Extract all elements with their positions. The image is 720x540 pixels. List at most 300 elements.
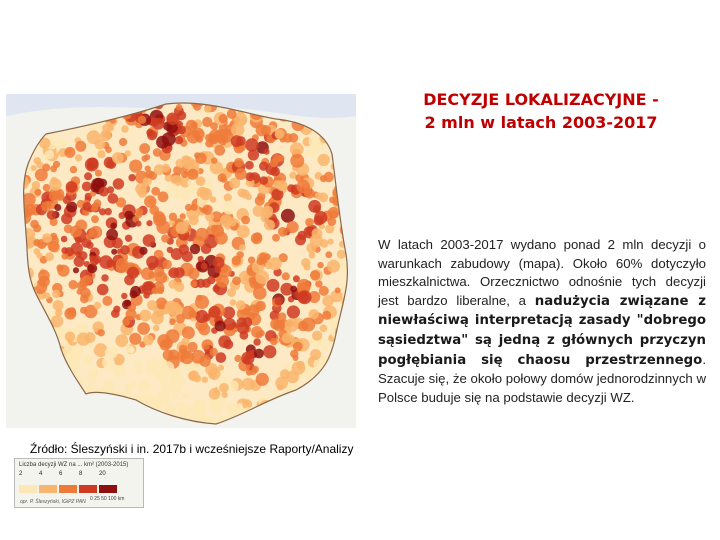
district-cell	[318, 154, 330, 166]
district-cell	[287, 184, 295, 192]
district-cell	[138, 386, 145, 393]
district-cell	[310, 234, 324, 248]
district-cell	[209, 129, 223, 143]
district-cell	[43, 292, 50, 299]
district-cell	[121, 125, 128, 132]
district-cell	[198, 323, 210, 335]
district-cell	[190, 280, 197, 287]
district-cell	[273, 180, 281, 188]
district-cell	[102, 131, 109, 138]
district-cell	[222, 201, 236, 215]
district-cell	[213, 257, 225, 269]
district-cell	[125, 235, 132, 242]
district-cell	[239, 244, 246, 251]
district-cell	[194, 152, 200, 158]
district-cell	[61, 247, 68, 254]
district-cell	[67, 308, 76, 317]
district-cell	[175, 136, 183, 144]
district-cell	[181, 306, 195, 320]
district-cell	[65, 332, 75, 342]
district-cell	[261, 125, 271, 135]
district-cell	[45, 150, 54, 159]
district-cell	[317, 262, 323, 268]
district-cell	[160, 379, 167, 386]
district-cell	[94, 302, 101, 309]
district-cell	[115, 334, 128, 347]
district-cell	[124, 211, 133, 220]
district-cell	[162, 260, 172, 270]
district-cell	[153, 148, 162, 157]
district-cell	[308, 200, 321, 213]
district-cell	[45, 252, 54, 261]
district-cell	[138, 116, 146, 124]
district-cell	[108, 193, 119, 204]
district-cell	[246, 194, 252, 200]
district-cell	[212, 225, 224, 237]
district-cell	[320, 325, 328, 333]
district-cell	[216, 352, 227, 363]
legend-swatch	[39, 485, 57, 493]
district-cell	[90, 256, 99, 265]
district-cell	[64, 147, 75, 158]
district-cell	[193, 363, 201, 371]
district-cell	[146, 256, 158, 268]
district-cell	[234, 158, 244, 168]
district-cell	[120, 245, 130, 255]
district-cell	[121, 293, 127, 299]
district-cell	[126, 309, 137, 320]
district-cell	[82, 354, 93, 365]
district-cell	[97, 150, 105, 158]
district-cell	[280, 369, 290, 379]
district-cell	[146, 220, 152, 226]
district-cell	[174, 267, 185, 278]
district-cell	[335, 287, 341, 293]
district-cell	[116, 258, 129, 271]
district-cell	[242, 378, 255, 391]
district-cell	[270, 159, 278, 167]
district-cell	[167, 302, 181, 316]
district-cell	[203, 344, 209, 350]
district-cell	[232, 276, 241, 285]
district-cell	[144, 154, 150, 160]
district-cell	[297, 231, 306, 240]
district-cell	[140, 310, 152, 322]
legend-value: 8	[79, 471, 83, 477]
district-cell	[202, 377, 208, 383]
district-cell	[218, 173, 227, 182]
district-cell	[71, 345, 83, 357]
district-cell	[240, 118, 246, 124]
district-cell	[84, 172, 92, 180]
district-cell	[256, 257, 264, 265]
district-cell	[201, 263, 208, 270]
district-cell	[210, 161, 223, 174]
district-cell	[198, 256, 204, 262]
district-cell	[144, 195, 156, 207]
district-cell	[107, 346, 117, 356]
district-cell	[182, 194, 189, 201]
district-cell	[256, 373, 269, 386]
district-cell	[324, 172, 334, 182]
district-cell	[253, 338, 260, 345]
district-cell	[82, 275, 92, 285]
district-cell	[293, 275, 300, 282]
district-cell	[322, 311, 331, 320]
district-cell	[35, 189, 42, 196]
district-cell	[263, 149, 269, 155]
district-cell	[128, 174, 135, 181]
district-cell	[95, 170, 102, 177]
district-cell	[287, 221, 299, 233]
district-cell	[310, 270, 320, 280]
district-cell	[111, 249, 117, 255]
district-cell	[57, 194, 64, 201]
district-cell	[209, 306, 221, 318]
legend-value: 2	[19, 471, 23, 477]
district-cell	[202, 205, 212, 215]
source-caption: Źródło: Śleszyński i in. 2017b i wcześniejsze Raporty/Analizy	[30, 442, 354, 456]
legend-value: 6	[59, 471, 63, 477]
district-cell	[189, 215, 199, 225]
district-cell	[55, 309, 62, 316]
district-cell	[36, 253, 42, 259]
district-cell	[270, 338, 278, 346]
district-cell	[127, 267, 139, 279]
district-cell	[146, 129, 153, 136]
district-cell	[287, 305, 300, 318]
district-cell	[263, 345, 276, 358]
district-cell	[305, 218, 314, 227]
district-cell	[289, 133, 299, 143]
district-cell	[230, 299, 237, 306]
district-cell	[191, 122, 198, 129]
district-cell	[153, 325, 160, 332]
district-cell	[167, 247, 173, 253]
district-cell	[82, 182, 92, 192]
district-cell	[304, 264, 311, 271]
district-cell	[58, 140, 66, 148]
district-cell	[241, 216, 250, 225]
district-cell	[252, 366, 259, 373]
paragraph-part-1: W latach 2003-2017 wydano ponad 2 mln decyzji o warunkach zabudowy (mapa). Około 60% dotyczyło mieszkalnictwa. Orzecznictwo odnośnie tych decyzji jest bardzo liberalne, a	[378, 237, 706, 308]
district-cell	[245, 138, 258, 151]
district-cell	[176, 104, 182, 110]
district-cell	[139, 247, 147, 255]
district-cell	[282, 272, 290, 280]
district-cell	[106, 229, 118, 241]
district-cell	[35, 169, 48, 182]
district-cell	[38, 270, 50, 282]
district-cell	[278, 227, 288, 237]
district-cell	[138, 189, 147, 198]
map-credit: opr. P. Śleszyński, IGiPZ PAN	[20, 499, 86, 505]
district-cell	[54, 204, 61, 211]
district-cell	[145, 170, 153, 178]
district-cell	[170, 371, 183, 384]
district-cell	[259, 176, 268, 185]
district-cell	[95, 139, 106, 150]
district-cell	[105, 208, 112, 215]
district-cell	[90, 226, 103, 239]
district-cell	[210, 122, 218, 130]
legend-swatch	[59, 485, 77, 493]
district-cell	[265, 262, 273, 270]
district-cell	[195, 295, 209, 309]
district-cell	[113, 306, 120, 313]
district-cell	[31, 165, 37, 171]
district-cell	[162, 164, 170, 172]
district-cell	[161, 234, 169, 242]
district-cell	[158, 191, 169, 202]
map-graphic	[6, 94, 356, 428]
district-cell	[312, 331, 322, 341]
district-cell	[153, 211, 165, 223]
district-cell	[195, 408, 205, 418]
district-cell	[264, 220, 275, 231]
district-cell	[215, 321, 226, 332]
district-cell	[251, 233, 263, 245]
district-cell	[130, 290, 138, 298]
district-cell	[245, 161, 254, 170]
district-cell	[183, 393, 189, 399]
district-cell	[83, 202, 92, 211]
slide-title	[376, 88, 706, 134]
district-cell	[153, 396, 165, 408]
district-cell	[180, 213, 186, 219]
district-cell	[61, 213, 72, 224]
district-cell	[176, 222, 189, 235]
district-cell	[278, 155, 285, 162]
district-cell	[182, 326, 195, 339]
title-line-1: DECYZJE LOKALIZACYJNE -	[423, 90, 659, 109]
district-cell	[172, 394, 178, 400]
district-cell	[264, 254, 271, 261]
district-cell	[135, 208, 143, 216]
district-cell	[110, 223, 117, 230]
district-cell	[70, 166, 77, 173]
district-cell	[42, 233, 52, 243]
district-cell	[61, 236, 68, 243]
district-cell	[102, 296, 112, 306]
district-cell	[204, 105, 212, 113]
district-cell	[222, 392, 228, 398]
district-cell	[301, 318, 315, 332]
district-cell	[168, 280, 177, 289]
district-cell	[328, 239, 334, 245]
district-cell	[147, 300, 157, 310]
district-cell	[80, 294, 89, 303]
district-cell	[75, 154, 82, 161]
district-cell	[179, 244, 189, 254]
district-cell	[315, 192, 322, 199]
district-cell	[310, 349, 321, 360]
legend-values	[19, 471, 119, 477]
legend-title: Liczba decyzji WZ na ... km² (2003-2015)	[19, 462, 129, 468]
district-cell	[89, 343, 95, 349]
district-cell	[98, 179, 107, 188]
district-cell	[137, 322, 150, 335]
district-cell	[93, 199, 101, 207]
district-cell	[254, 349, 264, 359]
district-cell	[211, 157, 217, 163]
legend-swatch	[79, 485, 97, 493]
district-cell	[154, 267, 164, 277]
district-cell	[285, 318, 299, 332]
district-cell	[219, 114, 228, 123]
district-cell	[119, 138, 127, 146]
district-cell	[135, 221, 141, 227]
district-cell	[99, 255, 113, 269]
district-cell	[49, 192, 58, 201]
district-cell	[246, 369, 252, 375]
district-cell	[176, 159, 185, 168]
district-cell	[190, 244, 200, 254]
district-cell	[281, 209, 295, 223]
district-cell	[223, 340, 233, 350]
district-cell	[218, 365, 224, 371]
district-cell	[327, 260, 340, 273]
district-cell	[253, 286, 267, 300]
district-cell	[129, 347, 135, 353]
district-cell	[256, 331, 263, 338]
district-cell	[113, 178, 124, 189]
district-cell	[232, 256, 241, 265]
district-cell	[75, 141, 86, 152]
district-cell	[169, 213, 177, 221]
district-cell	[290, 154, 304, 168]
district-cell	[293, 342, 303, 352]
district-cell	[124, 300, 131, 307]
district-cell	[231, 123, 245, 137]
district-cell	[99, 187, 109, 197]
district-cell	[129, 333, 141, 345]
district-cell	[33, 239, 40, 246]
district-cell	[256, 301, 266, 311]
district-cell	[179, 408, 189, 418]
district-cell	[290, 286, 297, 293]
legend-value: 4	[39, 471, 43, 477]
district-cell	[228, 380, 239, 391]
district-cell	[98, 329, 105, 336]
district-cell	[66, 181, 78, 193]
district-cell	[309, 136, 320, 147]
district-cell	[249, 277, 256, 284]
district-cell	[147, 358, 159, 370]
district-cell	[187, 169, 198, 180]
district-cell	[337, 250, 346, 259]
district-cell	[80, 307, 87, 314]
district-cell	[33, 224, 41, 232]
scale-bar: 0 25 50 100 km	[90, 496, 125, 502]
district-cell	[325, 251, 332, 258]
district-cell	[188, 371, 197, 380]
district-cell	[112, 152, 124, 164]
district-cell	[282, 333, 293, 344]
district-cell	[235, 168, 247, 180]
district-cell	[34, 157, 41, 164]
district-cell	[219, 383, 229, 393]
district-cell	[70, 225, 82, 237]
district-cell	[245, 172, 254, 181]
district-cell	[25, 204, 36, 215]
district-cell	[227, 288, 236, 297]
district-cell	[191, 350, 205, 364]
district-cell	[236, 300, 246, 310]
district-cell	[224, 194, 232, 202]
title-line-2: 2 mln w latach 2003-2017	[424, 113, 658, 132]
district-cell	[267, 279, 280, 292]
district-cell	[195, 310, 208, 323]
district-cell	[275, 297, 284, 306]
district-cell	[187, 130, 200, 143]
district-cell	[162, 338, 173, 349]
district-cell	[129, 160, 142, 173]
district-cell	[139, 143, 150, 154]
district-cell	[157, 287, 164, 294]
district-cell	[185, 204, 192, 211]
legend-value: 20	[99, 471, 106, 477]
district-cell	[143, 234, 156, 247]
district-cell	[304, 187, 311, 194]
district-cell	[101, 274, 108, 281]
district-cell	[49, 178, 62, 191]
district-cell	[199, 188, 212, 201]
legend-swatch	[99, 485, 117, 493]
district-cell	[319, 286, 329, 296]
district-cell	[91, 215, 99, 223]
district-cell	[270, 319, 281, 330]
district-cell	[169, 319, 176, 326]
district-cell	[166, 183, 178, 195]
district-cell	[166, 113, 179, 126]
district-cell	[314, 215, 324, 225]
district-cell	[48, 241, 59, 252]
district-cell	[32, 181, 40, 189]
district-cell	[181, 338, 189, 346]
district-cell	[188, 184, 198, 194]
district-cell	[73, 267, 79, 273]
district-cell	[77, 332, 90, 345]
district-cell	[231, 135, 243, 147]
district-cell	[97, 284, 109, 296]
district-cell	[228, 217, 237, 226]
district-cell	[211, 404, 217, 410]
paragraph-emphasis: nadużycia związane z niewłaściwą interpretacją zasady "dobrego sąsiedztwa" są jedną z głównych przyczyn pogłębiania się chaosu przestrzennego	[378, 293, 706, 368]
body-paragraph	[378, 236, 706, 407]
district-cell	[143, 335, 154, 346]
district-cell	[71, 243, 83, 255]
district-cell	[69, 280, 78, 289]
district-cell	[214, 145, 225, 156]
district-cell	[162, 132, 176, 146]
district-cell	[207, 276, 215, 284]
district-cell	[275, 129, 285, 139]
district-cell	[329, 197, 336, 204]
district-cell	[53, 161, 60, 168]
district-cell	[293, 355, 299, 361]
district-cell	[130, 382, 137, 389]
district-cell	[263, 206, 273, 216]
district-cell	[237, 225, 250, 238]
district-cell	[298, 290, 312, 304]
district-cell	[85, 158, 99, 172]
district-cell	[115, 366, 122, 373]
district-cell	[41, 201, 51, 211]
district-cell	[242, 317, 252, 327]
legend-swatch	[19, 485, 37, 493]
district-cell	[272, 234, 280, 242]
